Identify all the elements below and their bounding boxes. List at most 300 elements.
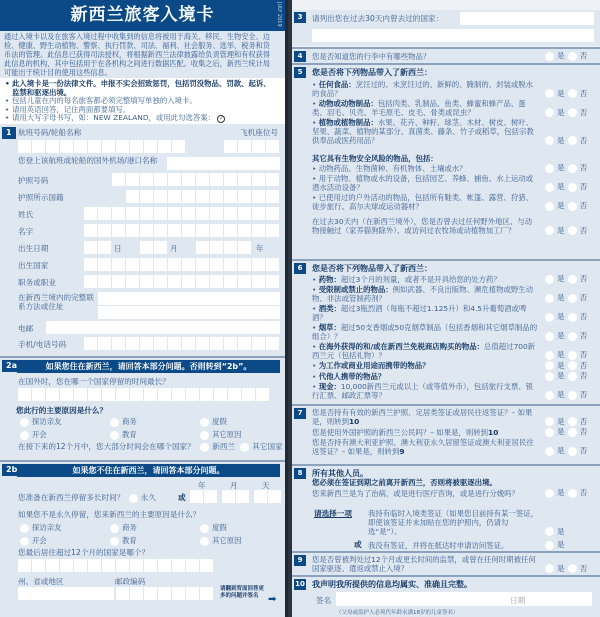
char-box[interactable] — [210, 275, 223, 288]
char-box[interactable] — [266, 258, 279, 271]
option-4[interactable] — [110, 429, 200, 440]
char-box[interactable] — [116, 559, 129, 572]
char-box[interactable] — [126, 173, 139, 186]
option-0[interactable] — [20, 416, 110, 427]
signature-input[interactable] — [336, 592, 592, 606]
char-box[interactable] — [196, 258, 209, 271]
char-box[interactable] — [182, 173, 195, 186]
option-3[interactable] — [20, 535, 110, 546]
port-input[interactable] — [167, 157, 280, 170]
char-box[interactable] — [196, 190, 209, 203]
no-label: 否 — [579, 488, 588, 497]
char-box[interactable] — [46, 559, 59, 572]
char-box[interactable] — [182, 258, 195, 271]
char-box[interactable] — [238, 258, 251, 271]
char-box[interactable] — [210, 337, 223, 350]
item-2-yes-radio[interactable] — [545, 313, 554, 322]
char-box[interactable] — [224, 275, 237, 288]
birth-country-label: 出生国家 — [18, 261, 49, 270]
item-0-yes-no — [542, 274, 596, 284]
question-text: 您是否曾被判处过12个月或更长时间的监禁，或曾在任何时期被任何国家驱逐、遣返或禁止入境？ — [312, 555, 536, 573]
passport-input[interactable] — [112, 173, 279, 186]
char-box[interactable] — [98, 275, 111, 288]
option-1[interactable] — [110, 522, 200, 533]
year-label: 年 — [198, 481, 206, 490]
section-6-heading: 您是否将下列物品带入了新西兰： — [312, 264, 432, 273]
item-0-no-radio[interactable] — [568, 89, 577, 98]
flight-input[interactable] — [18, 140, 185, 153]
char-box[interactable] — [84, 337, 97, 350]
char-box[interactable] — [224, 337, 237, 350]
section-4 — [292, 47, 600, 63]
char-box[interactable] — [130, 388, 143, 401]
char-box[interactable] — [224, 258, 237, 271]
q7-0-no-radio[interactable] — [568, 417, 577, 426]
item-7-yes-radio[interactable] — [545, 391, 554, 400]
nz-radio[interactable] — [200, 443, 209, 452]
radio-button[interactable] — [20, 524, 29, 533]
char-box[interactable] — [242, 388, 255, 401]
char-box[interactable] — [224, 207, 237, 220]
char-box[interactable] — [214, 388, 227, 401]
char-box[interactable] — [210, 224, 223, 237]
char-box[interactable] — [144, 587, 157, 600]
char-box[interactable] — [266, 337, 279, 350]
char-box[interactable] — [210, 207, 223, 220]
option-label: 开会 — [32, 430, 47, 439]
temp-visa-option — [368, 509, 596, 537]
q7-2-no-radio[interactable] — [568, 447, 577, 456]
email-input[interactable] — [46, 321, 280, 334]
answer-yes-radio[interactable] — [545, 52, 554, 61]
char-box[interactable] — [32, 140, 45, 153]
char-box[interactable] — [102, 140, 115, 153]
char-box[interactable] — [158, 587, 171, 600]
radio-button[interactable] — [200, 418, 209, 427]
radio-button[interactable] — [110, 431, 119, 440]
char-box[interactable] — [266, 207, 279, 220]
char-box[interactable] — [196, 241, 209, 254]
char-box[interactable] — [172, 587, 185, 600]
char-box[interactable] — [130, 140, 143, 153]
char-box[interactable] — [172, 559, 185, 572]
stay-months-input[interactable] — [222, 490, 249, 503]
option-2[interactable] — [200, 522, 290, 533]
char-box[interactable] — [140, 241, 153, 254]
answer-no-radio[interactable] — [568, 489, 577, 498]
section-10 — [292, 575, 600, 617]
radio-button[interactable] — [20, 431, 29, 440]
question-row — [312, 408, 596, 426]
answer-no-radio[interactable] — [568, 564, 577, 573]
item-1-yes-no — [542, 293, 596, 303]
char-box[interactable] — [238, 224, 251, 237]
char-box[interactable] — [130, 559, 143, 572]
char-box[interactable] — [196, 173, 209, 186]
char-box[interactable] — [98, 241, 111, 254]
char-box[interactable] — [74, 140, 87, 153]
char-box[interactable] — [200, 587, 213, 600]
answer-yes-radio[interactable] — [545, 226, 554, 235]
char-box[interactable] — [168, 275, 181, 288]
char-box[interactable] — [200, 388, 213, 401]
item-4-no-radio[interactable] — [568, 351, 577, 360]
char-box[interactable] — [98, 337, 111, 350]
q7-1-no-radio[interactable] — [568, 428, 577, 437]
char-box[interactable] — [196, 337, 209, 350]
char-box[interactable] — [196, 207, 209, 220]
char-box[interactable] — [168, 190, 181, 203]
char-box[interactable] — [238, 207, 251, 220]
item-2-yes-radio[interactable] — [545, 136, 554, 145]
char-box[interactable] — [224, 241, 237, 254]
seat-input[interactable] — [224, 140, 279, 153]
char-box[interactable] — [224, 173, 237, 186]
radio-button[interactable] — [200, 431, 209, 440]
char-box[interactable] — [172, 388, 185, 401]
radio-button[interactable] — [110, 418, 119, 427]
char-box[interactable] — [182, 224, 195, 237]
char-box[interactable] — [112, 258, 125, 271]
char-box[interactable] — [140, 337, 153, 350]
char-box[interactable] — [172, 140, 185, 153]
nationality-input[interactable] — [126, 190, 279, 203]
char-box[interactable] — [154, 190, 167, 203]
given-name-input[interactable] — [84, 224, 279, 237]
char-box[interactable] — [126, 224, 139, 237]
char-box[interactable] — [168, 224, 181, 237]
char-box[interactable] — [98, 207, 111, 220]
biosecurity-items — [312, 80, 596, 146]
char-box[interactable] — [210, 241, 223, 254]
char-box[interactable] — [224, 140, 237, 153]
char-box[interactable] — [84, 224, 97, 237]
item-2-yes-radio[interactable] — [545, 202, 554, 211]
char-box[interactable] — [210, 258, 223, 271]
item-1-no-radio[interactable] — [568, 108, 577, 117]
item-1-yes-radio[interactable] — [545, 108, 554, 117]
stay-length-text: 您准备在新西兰停留多长时间？ — [18, 493, 125, 502]
char-box[interactable] — [228, 388, 241, 401]
temp-visa-yes-radio[interactable] — [545, 527, 554, 536]
postcode-label: 邮政编码 — [115, 577, 146, 586]
char-box[interactable] — [18, 140, 31, 153]
char-box[interactable] — [186, 559, 199, 572]
option-5[interactable] — [200, 535, 290, 546]
char-box[interactable] — [224, 190, 237, 203]
instruction-english: • 请用英语回答，记住两面都要填写。 — [12, 106, 277, 115]
char-box[interactable] — [200, 559, 213, 572]
char-box[interactable] — [84, 258, 97, 271]
item-1-no-radio[interactable] — [568, 183, 577, 192]
char-box[interactable] — [154, 173, 167, 186]
char-box[interactable] — [60, 140, 73, 153]
question-row — [312, 163, 596, 173]
answer-yes-radio[interactable] — [545, 564, 554, 573]
item-0-yes-radio[interactable] — [545, 89, 554, 98]
question-text: • 已使用过的户外活动的物品，包括所有鞋类、帐篷、露营、狩猎、徒步旅行、高尔夫球或运动器材？ — [312, 192, 534, 211]
goto-section: 10 — [348, 417, 360, 426]
char-box[interactable] — [252, 258, 265, 271]
other-country-radio[interactable] — [240, 443, 249, 452]
question-text: • 受限制或禁止的物品：例如武器、不良出版物、濒危植物或野生动物、非法或管制药剂？ — [312, 284, 534, 303]
option-3[interactable] — [20, 429, 110, 440]
char-box[interactable] — [18, 559, 31, 572]
char-box[interactable] — [182, 275, 195, 288]
item-7-no-radio[interactable] — [568, 391, 577, 400]
customs-items — [312, 274, 596, 401]
char-box[interactable] — [186, 388, 199, 401]
char-box[interactable] — [84, 241, 97, 254]
item-0-yes-radio[interactable] — [545, 164, 554, 173]
item-3-no-radio[interactable] — [568, 332, 577, 341]
char-box[interactable] — [88, 388, 101, 401]
month-label: 月 — [230, 481, 238, 490]
char-box[interactable] — [204, 490, 217, 503]
option-1[interactable] — [110, 416, 200, 427]
dob-month-input[interactable] — [140, 241, 167, 254]
stay-years-input[interactable] — [190, 490, 217, 503]
countries-visited-input-2[interactable] — [312, 29, 594, 42]
char-box[interactable] — [266, 275, 279, 288]
postcode-input[interactable] — [116, 587, 213, 600]
question-row — [312, 51, 596, 61]
char-box[interactable] — [102, 559, 115, 572]
char-box[interactable] — [168, 258, 181, 271]
item-5-no-radio[interactable] — [568, 361, 577, 370]
no-visa-yes-radio[interactable] — [545, 541, 554, 550]
char-box[interactable] — [140, 190, 153, 203]
char-box[interactable] — [196, 275, 209, 288]
char-box[interactable] — [84, 275, 97, 288]
char-box[interactable] — [210, 173, 223, 186]
char-box[interactable] — [126, 190, 139, 203]
char-box[interactable] — [154, 207, 167, 220]
char-box[interactable] — [126, 207, 139, 220]
char-box[interactable] — [112, 207, 125, 220]
item-4-yes-radio[interactable] — [545, 351, 554, 360]
radio-button[interactable] — [110, 524, 119, 533]
char-box[interactable] — [252, 140, 265, 153]
char-box[interactable] — [46, 140, 59, 153]
item-6-yes-radio[interactable] — [545, 372, 554, 381]
phone-label: 手机/电话号码 — [18, 340, 67, 349]
yes-label: 是 — [557, 312, 565, 321]
char-box[interactable] — [154, 224, 167, 237]
char-box[interactable] — [266, 140, 279, 153]
item-2-no-radio[interactable] — [568, 202, 577, 211]
char-box[interactable] — [182, 207, 195, 220]
char-box[interactable] — [116, 587, 129, 600]
char-box[interactable] — [266, 190, 279, 203]
char-box[interactable] — [98, 224, 111, 237]
item-3-yes-radio[interactable] — [545, 332, 554, 341]
char-box[interactable] — [144, 140, 157, 153]
signature-note: （父母或监护人必须代年龄未满18岁的儿童签名） — [336, 610, 459, 616]
back-side — [292, 0, 600, 617]
char-box[interactable] — [158, 388, 171, 401]
char-box[interactable] — [60, 388, 73, 401]
char-box[interactable] — [252, 190, 265, 203]
option-0[interactable] — [20, 522, 110, 533]
char-box[interactable] — [238, 190, 251, 203]
conviction-question — [312, 555, 596, 574]
char-box[interactable] — [222, 490, 235, 503]
char-box[interactable] — [88, 140, 101, 153]
char-box[interactable] — [88, 559, 101, 572]
section-5 — [292, 63, 600, 259]
char-box[interactable] — [182, 190, 195, 203]
char-box[interactable] — [32, 559, 45, 572]
char-box[interactable] — [140, 207, 153, 220]
item-2-no-radio[interactable] — [568, 136, 577, 145]
char-box[interactable] — [84, 207, 97, 220]
no-label: 否 — [579, 390, 588, 399]
char-box[interactable] — [168, 337, 181, 350]
item-category: 药物： — [318, 274, 341, 284]
question-row — [312, 382, 596, 400]
char-box[interactable] — [252, 224, 265, 237]
char-box[interactable] — [266, 173, 279, 186]
char-box[interactable] — [190, 490, 203, 503]
char-box[interactable] — [112, 173, 125, 186]
option-2[interactable] — [200, 416, 290, 427]
birth-country-input[interactable] — [84, 258, 279, 271]
section-7 — [292, 404, 600, 464]
char-box[interactable] — [144, 559, 157, 572]
item-2-no-radio[interactable] — [568, 313, 577, 322]
char-box[interactable] — [140, 224, 153, 237]
surname-label: 姓氏 — [18, 210, 34, 219]
radio-button[interactable] — [110, 537, 119, 546]
char-box[interactable] — [32, 388, 45, 401]
char-box[interactable] — [238, 337, 251, 350]
char-box[interactable] — [140, 275, 153, 288]
char-box[interactable] — [112, 337, 125, 350]
answer-yes-radio[interactable] — [545, 489, 554, 498]
char-box[interactable] — [116, 388, 129, 401]
q7-0-yes-radio[interactable] — [545, 417, 554, 426]
char-box[interactable] — [168, 173, 181, 186]
no-label: 否 — [579, 51, 588, 60]
char-box[interactable] — [268, 490, 281, 503]
option-4[interactable] — [110, 535, 200, 546]
char-box[interactable] — [238, 275, 251, 288]
char-box[interactable] — [252, 173, 265, 186]
question-text: • 药物：超过3个月的剂量，或者不是开具给您的处方药？ — [312, 274, 501, 284]
char-box[interactable] — [256, 388, 269, 401]
char-box[interactable] — [112, 275, 125, 288]
option-label: 商务 — [122, 523, 137, 532]
char-box[interactable] — [126, 258, 139, 271]
char-box[interactable] — [154, 337, 167, 350]
char-box[interactable] — [210, 190, 223, 203]
dob-year-input[interactable] — [196, 241, 251, 254]
char-box[interactable] — [236, 490, 249, 503]
char-box[interactable] — [154, 275, 167, 288]
item-0-no-radio[interactable] — [568, 164, 577, 173]
char-box[interactable] — [74, 388, 87, 401]
item-5-yes-radio[interactable] — [545, 361, 554, 370]
surname-input[interactable] — [84, 207, 279, 220]
char-box[interactable] — [154, 258, 167, 271]
q7-2-yes-radio[interactable] — [545, 447, 554, 456]
char-box[interactable] — [98, 258, 111, 271]
item-6-no-radio[interactable] — [568, 372, 577, 381]
item-0-yes-radio[interactable] — [545, 275, 554, 284]
char-box[interactable] — [252, 207, 265, 220]
item-0-no-radio[interactable] — [568, 275, 577, 284]
char-box[interactable] — [154, 241, 167, 254]
radio-button[interactable] — [20, 418, 29, 427]
last-country-input[interactable] — [18, 559, 213, 572]
char-box[interactable] — [158, 559, 171, 572]
item-1-yes-radio[interactable] — [545, 183, 554, 192]
char-box[interactable] — [238, 173, 251, 186]
char-box[interactable] — [186, 587, 199, 600]
radio-button[interactable] — [20, 537, 29, 546]
answer-no-radio[interactable] — [568, 226, 577, 235]
char-box[interactable] — [18, 388, 31, 401]
option-5[interactable] — [200, 429, 290, 440]
char-box[interactable] — [102, 388, 115, 401]
char-box[interactable] — [116, 140, 129, 153]
q7-1-yes-no — [542, 427, 596, 437]
dob-day-input[interactable] — [84, 241, 111, 254]
longest-country-label: 在国外时，您在哪一个国家停留的时间最长？ — [18, 377, 170, 386]
item-1-no-radio[interactable] — [568, 294, 577, 303]
char-box[interactable] — [196, 224, 209, 237]
stay-days-input[interactable] — [254, 490, 281, 503]
char-box[interactable] — [60, 559, 73, 572]
answer-no-radio[interactable] — [568, 52, 577, 61]
phone-input[interactable] — [84, 337, 279, 350]
char-box[interactable] — [266, 224, 279, 237]
address-input-line1[interactable] — [98, 292, 280, 305]
char-box[interactable] — [254, 490, 267, 503]
state-input[interactable] — [18, 587, 114, 600]
char-box[interactable] — [182, 337, 195, 350]
radio-button[interactable] — [200, 524, 209, 533]
char-box[interactable] — [252, 275, 265, 288]
char-box[interactable] — [46, 388, 59, 401]
address-input-line2[interactable] — [98, 306, 280, 319]
char-box[interactable] — [168, 207, 181, 220]
q7-1-yes-radio[interactable] — [545, 428, 554, 437]
char-box[interactable] — [238, 241, 251, 254]
char-box[interactable] — [112, 224, 125, 237]
char-box[interactable] — [130, 587, 143, 600]
char-box[interactable] — [144, 388, 157, 401]
permanent-radio[interactable] — [129, 494, 138, 503]
char-box[interactable] — [74, 559, 87, 572]
occupation-input[interactable] — [84, 275, 279, 288]
char-box[interactable] — [126, 337, 139, 350]
char-box[interactable] — [140, 258, 153, 271]
char-box[interactable] — [140, 173, 153, 186]
next-12-months-text: 在接下来的12个月中，您大部分时间会在哪个国家？ — [18, 442, 195, 451]
radio-button[interactable] — [200, 537, 209, 546]
yes-label: 是 — [557, 446, 565, 455]
char-box[interactable] — [224, 224, 237, 237]
char-box[interactable] — [126, 275, 139, 288]
item-1-yes-radio[interactable] — [545, 294, 554, 303]
char-box[interactable] — [238, 140, 251, 153]
longest-country-input[interactable] — [18, 388, 269, 401]
char-box[interactable] — [158, 140, 171, 153]
char-box[interactable] — [252, 337, 265, 350]
countries-visited-input-1[interactable] — [460, 12, 594, 25]
